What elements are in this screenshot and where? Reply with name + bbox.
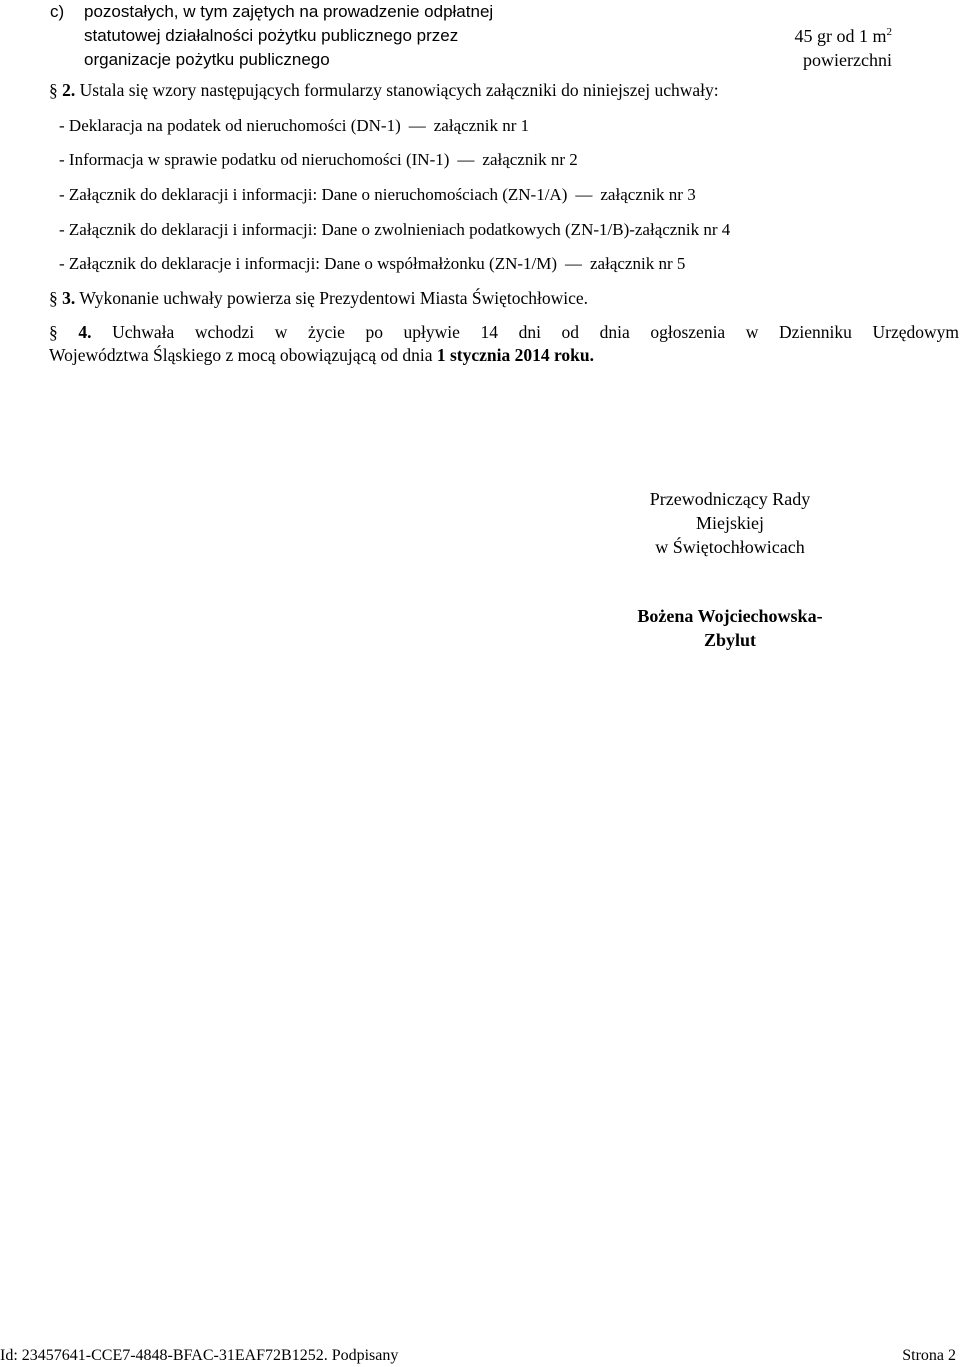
item-c-description [84, 0, 493, 72]
section-number: 4. [78, 322, 92, 342]
attachment-item [59, 220, 730, 240]
attachment-dash: — [408, 116, 426, 135]
attachment-dash: — [575, 185, 593, 204]
section-4-line-2 [49, 345, 594, 366]
section-4-line-1 [49, 322, 959, 343]
attachment-ref: załącznik nr 1 [433, 116, 530, 135]
attachment-dash: — [457, 150, 475, 169]
attachment-item [59, 116, 529, 136]
tax-rate-value: 45 gr od 1 m [794, 26, 887, 46]
tax-rate-superscript: 2 [886, 26, 892, 38]
signatory-name-line: Bożena Wojciechowska- [637, 606, 823, 626]
tax-rate [795, 20, 893, 72]
signatory-name [610, 604, 850, 652]
item-c-line: statutowej działalności pożytku publicznego przez [84, 26, 459, 45]
signatory-name-line: Zbylut [703, 630, 757, 650]
attachment-ref: załącznik nr 3 [600, 185, 696, 204]
paragraph-symbol: § [49, 288, 58, 308]
document-id: Id: 23457641-CCE7-4848-BFAC-31EAF72B1252. Podpisany [0, 1347, 399, 1364]
section-number: 2. [62, 80, 76, 100]
item-letter: c) [50, 2, 65, 21]
signature-title-line: w Świętochłowicach [655, 537, 805, 557]
section-3 [49, 288, 588, 309]
section-number: 3. [62, 288, 76, 308]
section-2-heading [49, 80, 719, 101]
page-number: Strona 2 [902, 1347, 956, 1364]
attachment-item [59, 185, 696, 205]
paragraph-symbol: § [49, 322, 58, 342]
section-text: Wykonanie uchwały powierza się Prezydentowi Miasta Świętochłowice. [79, 288, 589, 308]
section-text: Województwa Śląskiego z mocą obowiązującą od dnia [49, 345, 437, 365]
tax-rate-unit: powierzchni [803, 50, 892, 70]
section-text: Uchwała wchodzi w życie po upływie 14 dni od dnia ogłoszenia w Dzienniku Urzędowym [112, 322, 959, 342]
attachment-dash: — [565, 254, 583, 273]
section-text: Ustala się wzory następujących formularzy stanowiących załączniki do niniejszej uchwały: [79, 80, 719, 100]
signature-title-line: Przewodniczący Rady [649, 489, 811, 509]
item-c-line: pozostałych, w tym zajętych na prowadzenie odpłatnej [84, 2, 494, 21]
signature-title [610, 487, 850, 559]
attachment-label: - Załącznik do deklaracje i informacji: Dane o współmałżonku (ZN-1/M) [59, 254, 558, 273]
attachment-label: - Deklaracja na podatek od nieruchomości (DN-1) [59, 116, 401, 135]
effective-date: 1 stycznia 2014 roku. [436, 345, 595, 365]
attachment-item [59, 150, 578, 170]
item-c-line: organizacje pożytku publicznego [84, 50, 330, 69]
attachment-item [59, 254, 685, 274]
attachment-ref: załącznik nr 5 [590, 254, 686, 273]
attachment-label: - Załącznik do deklaracji i informacji: Dane o zwolnieniach podatkowych (ZN-1/B)-załącznik nr 4 [59, 220, 731, 239]
paragraph-symbol: § [49, 80, 58, 100]
attachment-label: - Informacja w sprawie podatku od nieruchomości (IN-1) [59, 150, 450, 169]
attachment-label: - Załącznik do deklaracji i informacji: Dane o nieruchomościach (ZN-1/A) [59, 185, 568, 204]
signature-title-line: Miejskiej [696, 513, 764, 533]
attachment-ref: załącznik nr 2 [482, 150, 578, 169]
